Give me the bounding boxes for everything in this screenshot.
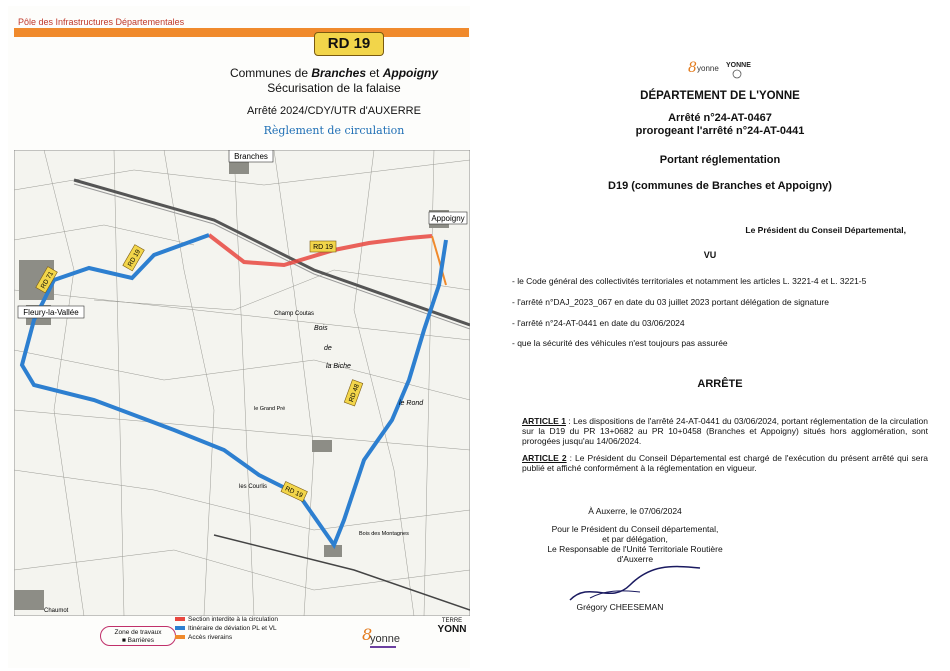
commune-appoigny: Appoigny xyxy=(382,66,439,80)
date-place: À Auxerre, le 07/06/2024 xyxy=(588,506,682,516)
communes-title: Communes de Branches et Appoigny xyxy=(229,66,439,80)
legend-worksite: Zone de travaux ■ Barrières xyxy=(100,626,176,646)
arrete-ref: Arrêté 2024/CDY/UTR d'AUXERRE xyxy=(247,105,421,117)
signature-authority: Pour le Président du Conseil départemental, et par délégation, Le Responsable de l'Unité Territoriale Routière d'Auxerre xyxy=(547,524,723,564)
logo-yonne2-text: YONNE xyxy=(726,62,751,69)
departement-heading: DÉPARTEMENT DE L'YONNE xyxy=(640,90,800,102)
logo-yonne-text: yonne xyxy=(697,64,719,73)
arrete-number: Arrêté n°24-AT-0467 xyxy=(668,112,772,124)
president-line: Le Président du Conseil Départemental, xyxy=(745,225,906,235)
label-rd48: RD 48 xyxy=(348,383,361,404)
label-chaumot: Chaumot xyxy=(44,608,69,614)
article-1: ARTICLE 1 : Les dispositions de l'arrêté 24-AT-0441 du 03/06/2024, portant réglementation de la circulation sur la D19 du PR 13+0682 au PR 10+0458 (Branches et Appoigny) situés hors agglomération, sont prorogées jusqu'au 14/06/2024. xyxy=(522,416,929,446)
proroge-line: prorogeant l'arrêté n°24-AT-0441 xyxy=(635,125,805,137)
legend-item-access: Accès riverains xyxy=(175,634,232,641)
yonne-terre-logo: TERRE YONN xyxy=(437,618,467,635)
svg-text:yonne: yonne xyxy=(370,633,400,645)
label-biche: la Biche xyxy=(326,363,351,370)
rd19-badge: RD 19 xyxy=(314,32,384,56)
label-rd19-2: RD 19 xyxy=(126,248,143,268)
map xyxy=(14,150,470,616)
yonne-logo xyxy=(358,620,408,654)
article-2: ARTICLE 2 : Le Président du Conseil Départemental est chargé de l'exécution du présent arrêté qui sera publié et affiché conformément à la réglementation en vigueur. xyxy=(522,453,929,473)
label-fleury: Fleury-la-Vallée xyxy=(23,308,79,317)
header-logos xyxy=(688,56,758,85)
header-rule xyxy=(14,28,469,37)
label-rond: le Rond xyxy=(399,400,424,407)
label-champ: Champ Coutas xyxy=(274,311,315,317)
subtitle: Sécurisation de la falaise xyxy=(267,81,401,95)
svg-text:8: 8 xyxy=(688,60,697,76)
commune-branches: Branches xyxy=(311,66,367,80)
considerant-2: - l'arrêté n°DAJ_2023_067 en date du 03 juillet 2023 portant délégation de signature xyxy=(512,297,829,307)
label-grand-pre: le Grand Pré xyxy=(254,406,286,412)
considerant-4: - que la sécurité des véhicules n'est toujours pas assurée xyxy=(512,338,728,348)
label-de: de xyxy=(324,345,332,352)
label-branches: Branches xyxy=(234,152,268,161)
d19-line: D19 (communes de Branches et Appoigny) xyxy=(608,180,832,192)
label-bois: Bois xyxy=(314,325,328,332)
label-courlis: les Courlis xyxy=(239,484,268,490)
signatory-name: Grégory CHEESEMAN xyxy=(576,602,664,612)
pole-header: Pôle des Infrastructures Départementales xyxy=(18,17,185,27)
reglement-heading: Règlement de circulation xyxy=(263,124,405,137)
considerant-1: - le Code général des collectivités territoriales et notamment les articles L. 3221-4 et L. 3221-5 xyxy=(512,276,867,286)
portant-line: Portant réglementation xyxy=(659,154,781,166)
svg-text:8: 8 xyxy=(362,625,373,644)
legend-item-detour: Itinéraire de déviation PL et VL xyxy=(175,625,277,632)
legend-item-closed: Section interdite à la circulation xyxy=(175,616,278,623)
label-rd19-1: RD 19 xyxy=(313,244,333,251)
label-rd19-3: RD 19 xyxy=(283,485,304,500)
arrete-heading: ARRÊTE xyxy=(697,378,743,390)
label-rd71: RD 71 xyxy=(39,270,56,290)
considerant-3: - l'arrêté n°24-AT-0441 en date du 03/06/2024 xyxy=(512,318,685,328)
vu-label: VU xyxy=(703,250,717,260)
label-montagnes: Bois des Montagnes xyxy=(359,531,409,537)
label-appoigny: Appoigny xyxy=(431,214,465,223)
